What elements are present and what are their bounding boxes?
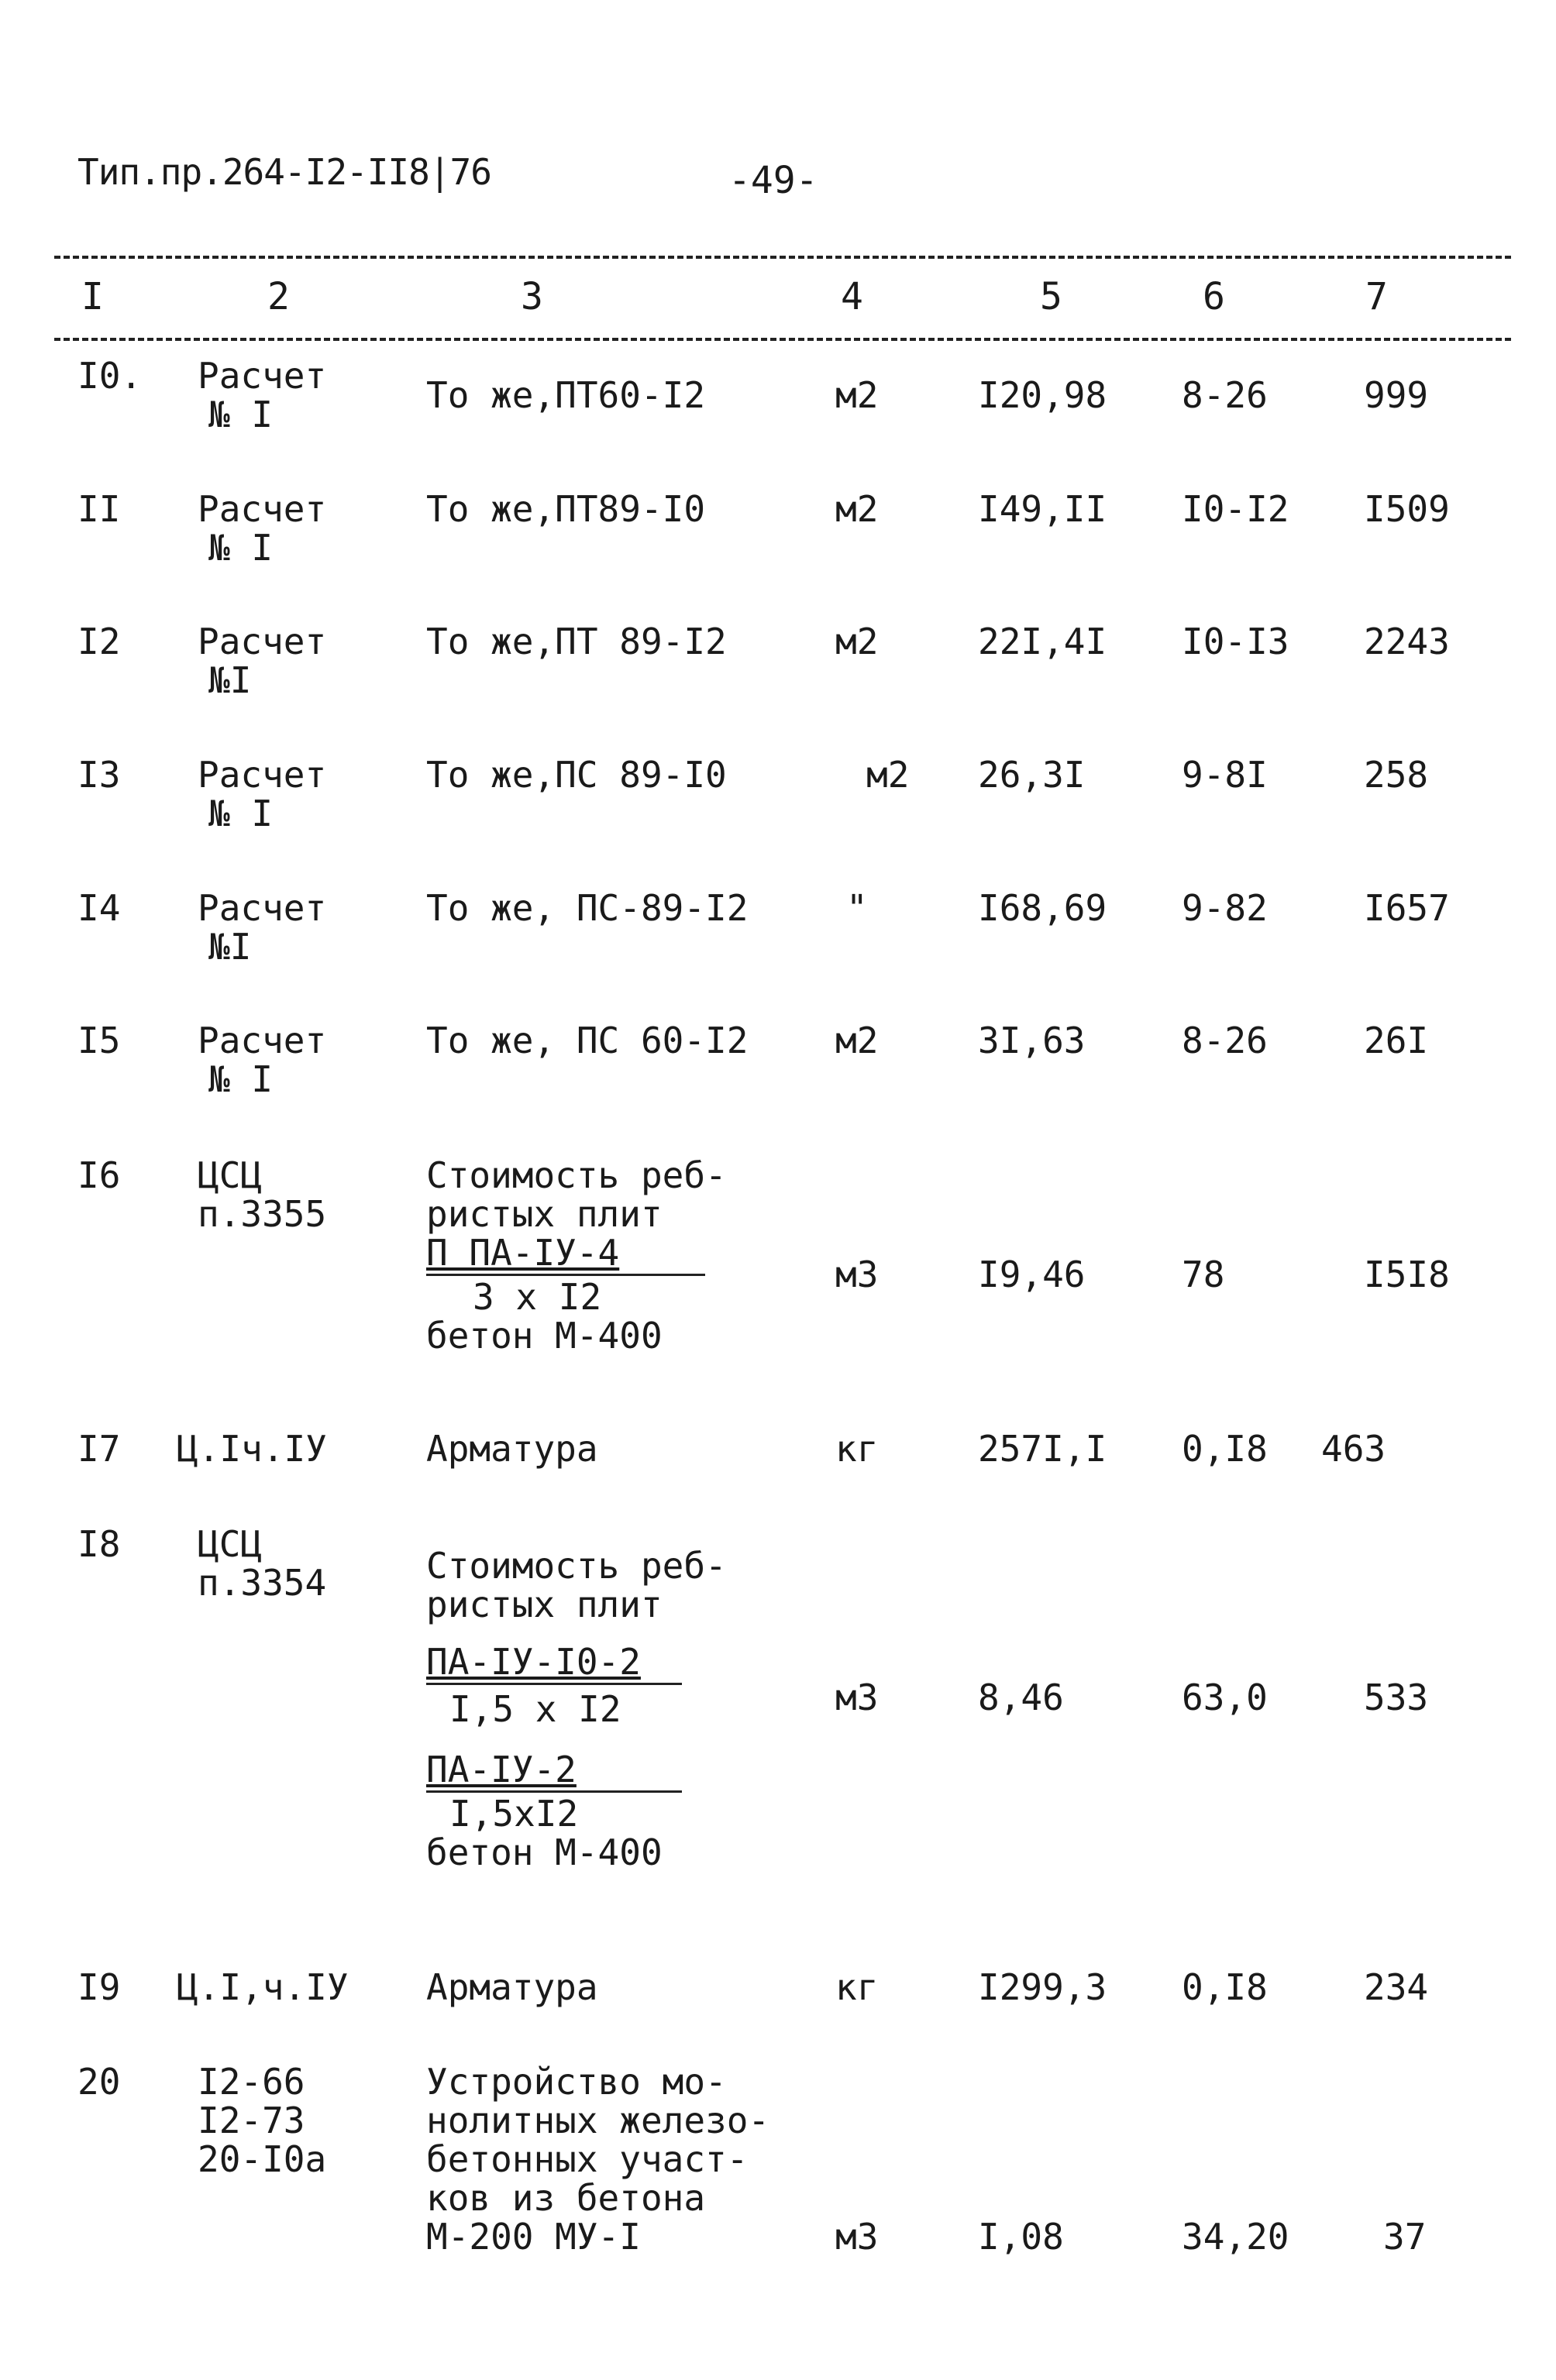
row-total: 999 [1364,374,1429,416]
row-total: 258 [1364,754,1429,796]
row-name: То же,ПТ 89-I2 [426,621,727,662]
row-basis: Расчет №I [198,887,327,968]
row-name: Устройство мо- нолитных железо- бетонных участ- ков из бетона М-200 МУ-I [426,2061,770,2258]
row-number: I6 [77,1154,121,1196]
row-total: I509 [1364,488,1450,530]
row-price: 8-26 [1182,1020,1268,1061]
row-quantity: I299,3 [978,1966,1107,2008]
row-price: 34,20 [1182,2216,1289,2258]
column-header-2: 2 [267,275,290,318]
row-name: Стоимость реб- ристых плит ПА-IУ-I0-2 I,5 х I2 ПА-IУ-2 I,5хI2 бетон М-400 [426,1545,727,1873]
row-total: 37 [1383,2216,1427,2258]
row-basis: Расчет № I [198,754,327,834]
column-header-1: I [81,275,104,318]
row-name: То же, ПС 60-I2 [426,1020,749,1061]
row-quantity: I20,98 [978,374,1107,416]
row-total: I5I8 [1364,1254,1450,1295]
row-total: I657 [1364,887,1450,929]
row-quantity: I68,69 [978,887,1107,929]
row-unit: " [846,887,868,929]
row-price: 9-82 [1182,887,1268,929]
row-basis: I2-66 I2-73 20-I0а [198,2061,327,2180]
row-number: 20 [77,2061,121,2103]
row-unit: кг [835,1966,879,2008]
row-unit: м2 [835,1020,879,1061]
row-price: 78 [1182,1254,1225,1295]
fraction-line [426,1683,682,1685]
row-quantity: 257I,I [978,1428,1107,1470]
row-basis: Ц.I,ч.IУ [177,1966,349,2008]
row-quantity: I9,46 [978,1254,1086,1295]
row-number: I4 [77,887,121,929]
column-header-3: 3 [521,275,543,318]
row-number: I7 [77,1428,121,1470]
row-price: 63,0 [1182,1677,1268,1718]
row-unit: м2 [835,488,879,530]
row-number: I3 [77,754,121,796]
row-number: I9 [77,1966,121,2008]
row-basis: Расчет № I [198,1020,327,1100]
row-basis: Расчет № I [198,355,327,435]
row-price: 0,I8 [1182,1966,1268,2008]
row-name: То же,ПТ60-I2 [426,374,706,416]
row-total: 26I [1364,1020,1429,1061]
row-basis: Ц.Iч.IУ [177,1428,327,1470]
row-number: I2 [77,621,121,662]
row-name: Арматура [426,1966,598,2008]
row-number: I8 [77,1523,121,1565]
page-number: -49- [728,159,818,202]
row-quantity: 3I,63 [978,1020,1086,1061]
row-name: То же,ПТ89-I0 [426,488,706,530]
row-price: 8-26 [1182,374,1268,416]
column-header-7: 7 [1365,275,1388,318]
row-basis: Расчет № I [198,488,327,569]
row-number: II [77,488,121,530]
row-basis: ЦСЦ п.3355 [198,1154,327,1235]
row-unit: м3 [835,1254,879,1295]
row-price: 9-8I [1182,754,1268,796]
row-quantity: 26,3I [978,754,1086,796]
column-header-4: 4 [841,275,863,318]
column-header-5: 5 [1040,275,1062,318]
row-unit: м3 [835,2216,879,2258]
table-top-rule [54,256,1511,259]
row-total: 463 [1321,1428,1386,1470]
row-name: Арматура [426,1428,598,1470]
column-header-6: 6 [1203,275,1225,318]
row-total: 533 [1364,1677,1429,1718]
row-quantity: 22I,4I [978,621,1107,662]
row-quantity: 8,46 [978,1677,1064,1718]
row-unit: кг [835,1428,879,1470]
row-price: 0,I8 [1182,1428,1268,1470]
table-header-rule [54,338,1511,341]
row-price: I0-I3 [1182,621,1289,662]
row-total: 2243 [1364,621,1450,662]
row-price: I0-I2 [1182,488,1289,530]
row-name: То же,ПС 89-I0 [426,754,727,796]
row-unit: м2 [835,374,879,416]
row-basis: Расчет №I [198,621,327,701]
row-unit: м2 [835,621,879,662]
row-name: Стоимость реб- ристых плит П ПА-IУ-4 3 х I2 бетон М-400 [426,1154,727,1357]
row-total: 234 [1364,1966,1429,2008]
row-name: То же, ПС-89-I2 [426,887,749,929]
row-basis: ЦСЦ п.3354 [198,1523,327,1604]
row-number: I0. [77,355,143,397]
row-unit: м2 [866,754,910,796]
row-quantity: I,08 [978,2216,1064,2258]
row-unit: м3 [835,1677,879,1718]
document-code: Тип.пр.264-I2-II8|76 [77,151,491,193]
row-quantity: I49,II [978,488,1107,530]
row-number: I5 [77,1020,121,1061]
